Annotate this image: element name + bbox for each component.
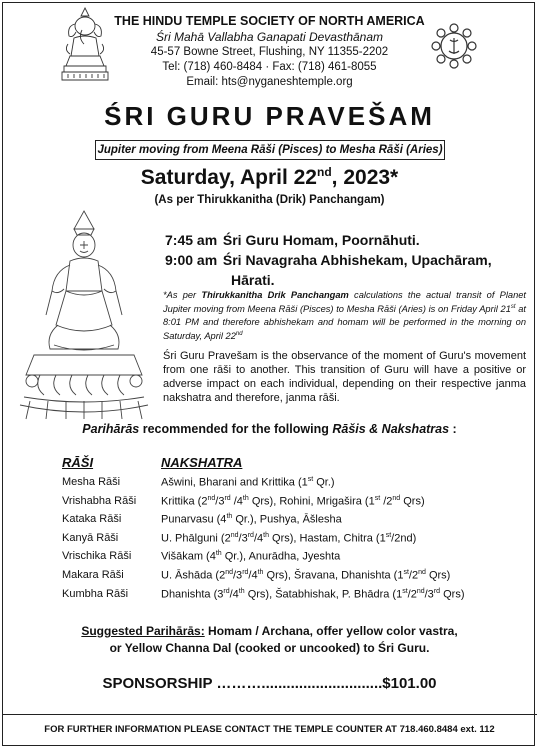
transit-note: *As per Thirukkanitha Drik Panchangam calculations the actual transit of Planet Jupiter moving from Meena Rāši (Pisces) to Mesha Rāši (Aries) is on Friday April 21st at 8:01 PM and therefore abhishekam and homam will be performed in the morning on Saturday, April 22nd bbox=[163, 290, 527, 341]
page-title: ŚRI GURU PRAVEŠAM bbox=[104, 101, 435, 131]
description: Śri Guru Pravešam is the observance of the moment of Guru's movement from one rāši to another. This transition of Guru will have a positive or adverse impact on each individual, depending on their respective janma nakshatra and therefore, janma rāši. bbox=[163, 350, 526, 404]
address: 45-57 Bowne Street, Flushing, NY 11355-2202 bbox=[150, 46, 389, 58]
rasi-cell: Vrishabha Rāši bbox=[62, 494, 137, 507]
subtitle-box: Jupiter moving from Meena Rāši (Pisces) to Mesha Rāši (Aries) bbox=[95, 140, 445, 160]
phone-fax: Tel: (718) 460-8484 · Fax: (718) 461-8055 bbox=[162, 61, 377, 73]
schedule-item-harati: Hārati. bbox=[231, 272, 275, 288]
nakshatra-cell: U. Phālguni (2nd/3rd/4th Qrs), Hastam, Chitra (1st/2nd) bbox=[161, 531, 417, 545]
rasi-cell: Kataka Rāši bbox=[62, 513, 122, 526]
nakshatra-cell: Punarvasu (4th Qr.), Pushya, Āšlesha bbox=[161, 513, 342, 526]
pariharas-heading: Parihārās recommended for the following Rāšis & Nakshatras : bbox=[82, 422, 457, 436]
guru-illustration bbox=[14, 205, 154, 425]
nakshatra-column-header: NAKSHATRA bbox=[161, 455, 243, 470]
rasi-cell: Mesha Rāši bbox=[62, 476, 121, 488]
nakshatra-cell: Dhanishta (3rd/4th Qrs), Šatabhishak, P. Bhādra (1st/2nd/3rd Qrs) bbox=[161, 587, 465, 601]
schedule-item-homam: 7:45 am Śri Guru Homam, Poornāhuti. bbox=[165, 232, 420, 248]
rasi-cell: Kumbha Rāši bbox=[62, 587, 129, 600]
nakshatra-cell: Ašwini, Bharani and Krittika (1st Qr.) bbox=[161, 476, 335, 489]
sponsorship: SPONSORSHIP ……….............................$101.00 bbox=[102, 675, 437, 692]
footer-contact: FOR FURTHER INFORMATION PLEASE CONTACT THE TEMPLE COUNTER AT 718.460.8484 ext. 112 bbox=[44, 724, 495, 735]
date-note: (As per Thirukkanitha (Drik) Panchangam) bbox=[154, 194, 385, 206]
rasi-cell: Vrischika Rāši bbox=[62, 550, 132, 563]
nakshatra-cell: Višākam (4th Qr.), Anurādha, Jyeshta bbox=[161, 550, 341, 564]
email: Email: hts@nyganeshtemple.org bbox=[186, 76, 353, 88]
rasi-column-header: RĀŠI bbox=[62, 455, 94, 470]
org-name: THE HINDU TEMPLE SOCIETY OF NORTH AMERICA bbox=[114, 14, 425, 28]
nakshatra-cell: Krittika (2nd/3rd /4th Qrs), Rohini, Mrigašira (1st /2nd Qrs) bbox=[161, 494, 425, 508]
footer-divider bbox=[2, 714, 537, 715]
suggested-pariharas: Suggested Parihārās: Homam / Archana, offer yellow color vastra, or Yellow Channa Dal (cooked or uncooked) to Śri Guru. bbox=[81, 624, 458, 655]
rasi-cell: Makara Rāši bbox=[62, 569, 124, 581]
event-date: Saturday, April 22nd, 2023* bbox=[140, 165, 399, 189]
rasi-cell: Kanyā Rāši bbox=[62, 531, 119, 544]
nakshatra-cell: U. Āshāda (2nd/3rd/4th Qrs), Šravana, Dhanishta (1st/2nd Qrs) bbox=[161, 569, 451, 582]
org-subtitle: Śri Mahā Vallabha Ganapati Devasthānam bbox=[155, 30, 384, 44]
schedule-item-abhishekam: 9:00 am Śri Navagraha Abhishekam, Upachāram, bbox=[165, 252, 492, 268]
